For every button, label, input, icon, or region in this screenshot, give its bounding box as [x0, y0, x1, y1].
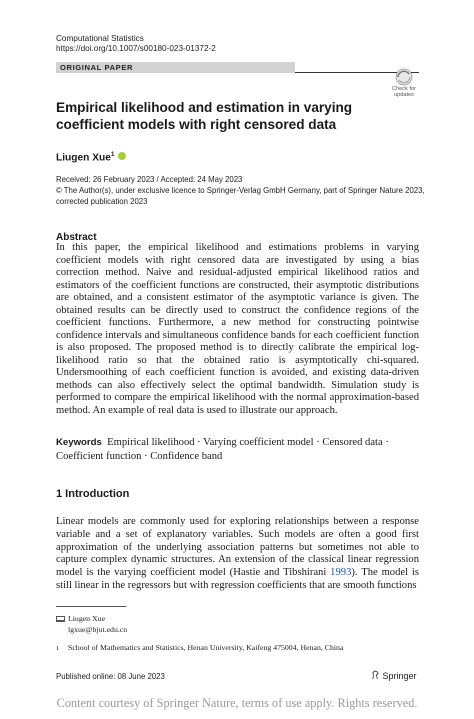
intro-text-before: Linear models are commonly used for exploring relationships between a response variable and a set of explanatory variables. Such models are often a good first approximation of the underlying association patterns but sometimes not able to capture complex dynamic structures. An extension of the classical linear regression model is the varying coefficient model (Hastie and Tibshirani	[56, 516, 419, 579]
publisher-name: Springer	[382, 671, 417, 681]
author-name[interactable]: Liugen Xue	[56, 152, 111, 164]
abstract-heading: Abstract	[56, 232, 97, 243]
keywords-text: Empirical likelihood · Varying coefficient model · Censored data · Coefficient function · Confidence band	[56, 437, 389, 462]
author-line	[56, 148, 126, 164]
copyright-line-2: corrected publication 2023	[56, 197, 148, 206]
check-for-updates-label[interactable]: Check for updates	[392, 86, 416, 99]
orcid-icon[interactable]	[118, 152, 126, 160]
envelope-icon	[56, 616, 65, 622]
introduction-text	[56, 516, 419, 593]
keywords-block	[56, 436, 419, 463]
published-online-date: Published online: 08 June 2023	[56, 672, 165, 681]
springer-logo	[371, 670, 417, 682]
springer-horse-icon	[371, 670, 380, 680]
introduction-heading: 1 Introduction	[56, 488, 130, 500]
paper-title: Empirical likelihood and estimation in varying coefficient models with right censored data	[56, 100, 353, 132]
affiliation-number: 1	[56, 645, 60, 652]
corresponding-author-email[interactable]: lgxue@bjut.edu.cn	[68, 625, 128, 634]
article-type-label: ORIGINAL PAPER	[60, 63, 134, 72]
doi-link[interactable]: https://doi.org/10.1007/s00180-023-01372-2	[56, 44, 216, 53]
footnote-rule	[56, 606, 126, 607]
abstract-text: In this paper, the empirical likelihood and estimations problems in varying coefficient models with right censored data are investigated by using a bias correction method. Naive and residual-adjusted empirical likelihood ratios and estimators of the coefficient functions are constructed, their asymptotic distributions are obtained, and a consistent estimator of the asymptotic variance is given. The obtained results can be directly used to construct the confidence regions of the coefficient functions. Furthermore, a new method for constructing pointwise confidence intervals and simultaneous confidence bands for each coefficient function is also proposed. The proposed method is to directly calibrate the empirical log-likelihood ratio so that the obtained ratio is asymptotically chi-squared. Undersmoothing of each coefficient function is avoided, and existing data-driven methods can also effectively select the optimal bandwidth. Simulation study is performed to compare the empirical likelihood with the normal approximation-based method. An example of real data is used to illustrate our approach.	[56, 242, 419, 416]
author-affiliation-mark: 1	[110, 151, 115, 158]
journal-name: Computational Statistics	[56, 34, 144, 43]
affiliation-text: School of Mathematics and Statistics, Henan University, Kaifeng 475004, Henan, China	[68, 643, 344, 652]
keywords-label: Keywords	[56, 437, 102, 448]
received-accepted-dates: Received: 26 February 2023 / Accepted: 24 May 2023	[56, 175, 243, 184]
intro-text-after: ). The model is still linear in the regressors but with regression coefficients that are smooth functions	[56, 567, 419, 591]
courtesy-notice: Content courtesy of Springer Nature, terms of use apply. Rights reserved.	[56, 696, 418, 710]
corresponding-author-name: Liugen Xue	[68, 614, 106, 623]
copyright-line-1: © The Author(s), under exclusive licence to Springer-Verlag GmbH Germany, part of Springer Nature 2023,	[56, 186, 425, 195]
citation-link[interactable]: 1993	[330, 567, 352, 579]
